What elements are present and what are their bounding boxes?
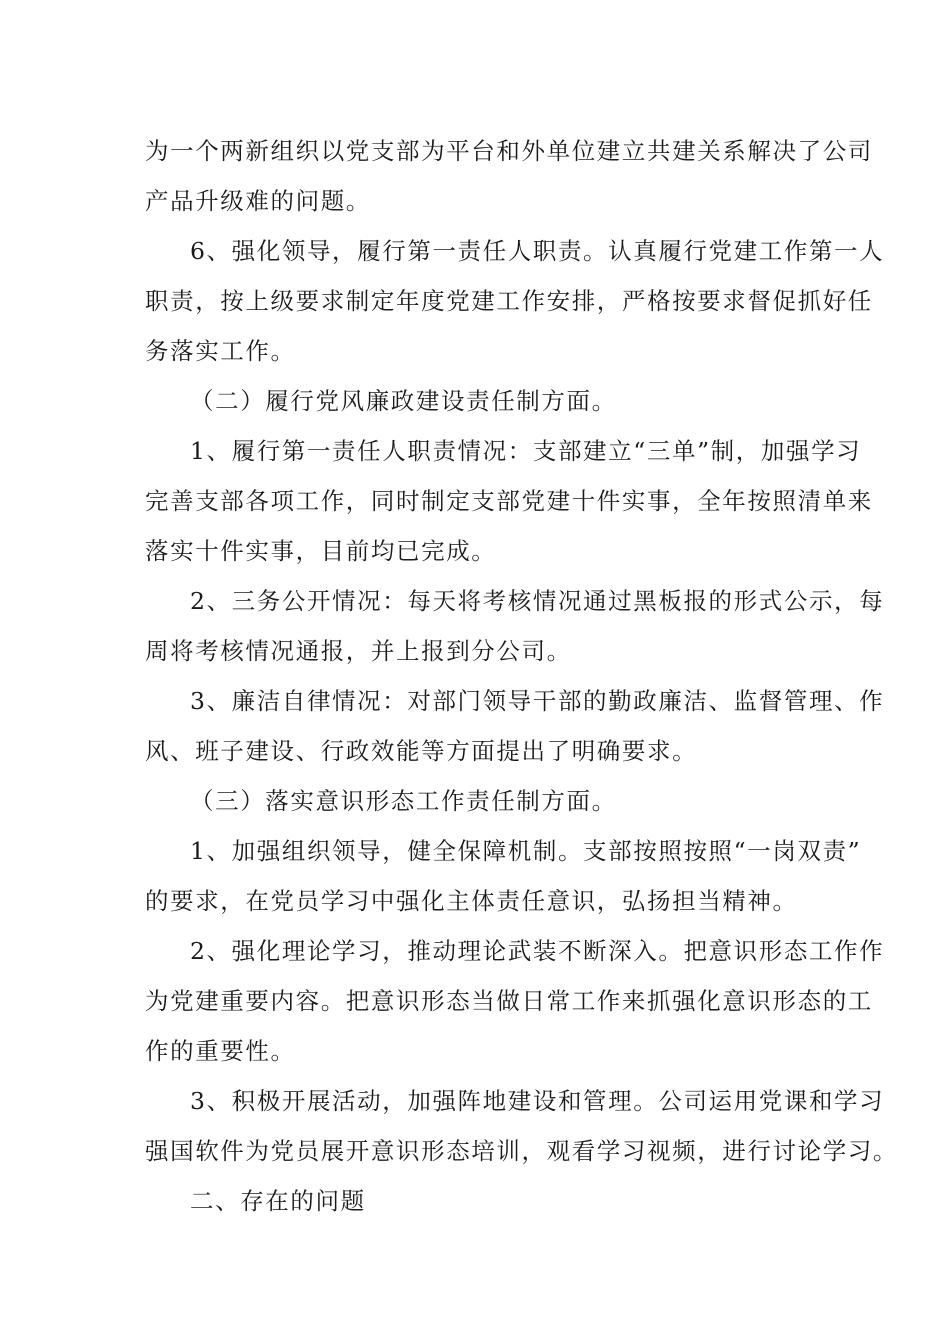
text-line: 3、廉洁自律情况：对部门领导干部的勤政廉洁、监督管理、作 [190,687,885,715]
section-heading: （三）落实意识形态工作责任制方面。 [190,787,617,815]
text-line: 风、班子建设、行政效能等方面提出了明确要求。 [145,737,698,765]
section-heading: （二）履行党风廉政建设责任制方面。 [190,387,617,415]
section-heading: 二、存在的问题 [190,1187,366,1215]
text-line: 作的重要性。 [145,1037,296,1065]
text-line: 2、强化理论学习，推动理论武装不断深入。把意识形态工作作 [190,937,885,965]
text-line: 为党建重要内容。把意识形态当做日常工作来抓强化意识形态的工 [145,987,873,1015]
text-line: 3、积极开展活动，加强阵地建设和管理。公司运用党课和学习 [190,1087,885,1115]
text-line: 周将考核情况通报，并上报到分公司。 [145,637,572,665]
text-line: 职责，按上级要求制定年度党建工作安排，严格按要求督促抓好任 [145,287,873,315]
text-line: 产品升级难的问题。 [145,187,371,215]
text-line: 6、强化领导，履行第一责任人职责。认真履行党建工作第一人 [190,237,885,265]
text-line: 的要求，在党员学习中强化主体责任意识，弘扬担当精神。 [145,887,798,915]
text-line: 为一个两新组织以党支部为平台和外单位建立共建关系解决了公司 [145,137,873,165]
text-line: 1、履行第一责任人职责情况：支部建立“三单”制，加强学习 [190,437,862,465]
text-line: 强国软件为党员展开意识形态培训，观看学习视频，进行讨论学习。 [145,1137,898,1165]
text-line: 完善支部各项工作，同时制定支部党建十件实事，全年按照清单来 [145,487,873,515]
text-line: 落实十件实事，目前均已完成。 [145,537,497,565]
text-line: 务落实工作。 [145,337,296,365]
text-line: 1、加强组织领导，健全保障机制。支部按照按照“一岗双责” [190,837,862,865]
text-line: 2、三务公开情况：每天将考核情况通过黑板报的形式公示，每 [190,587,885,615]
